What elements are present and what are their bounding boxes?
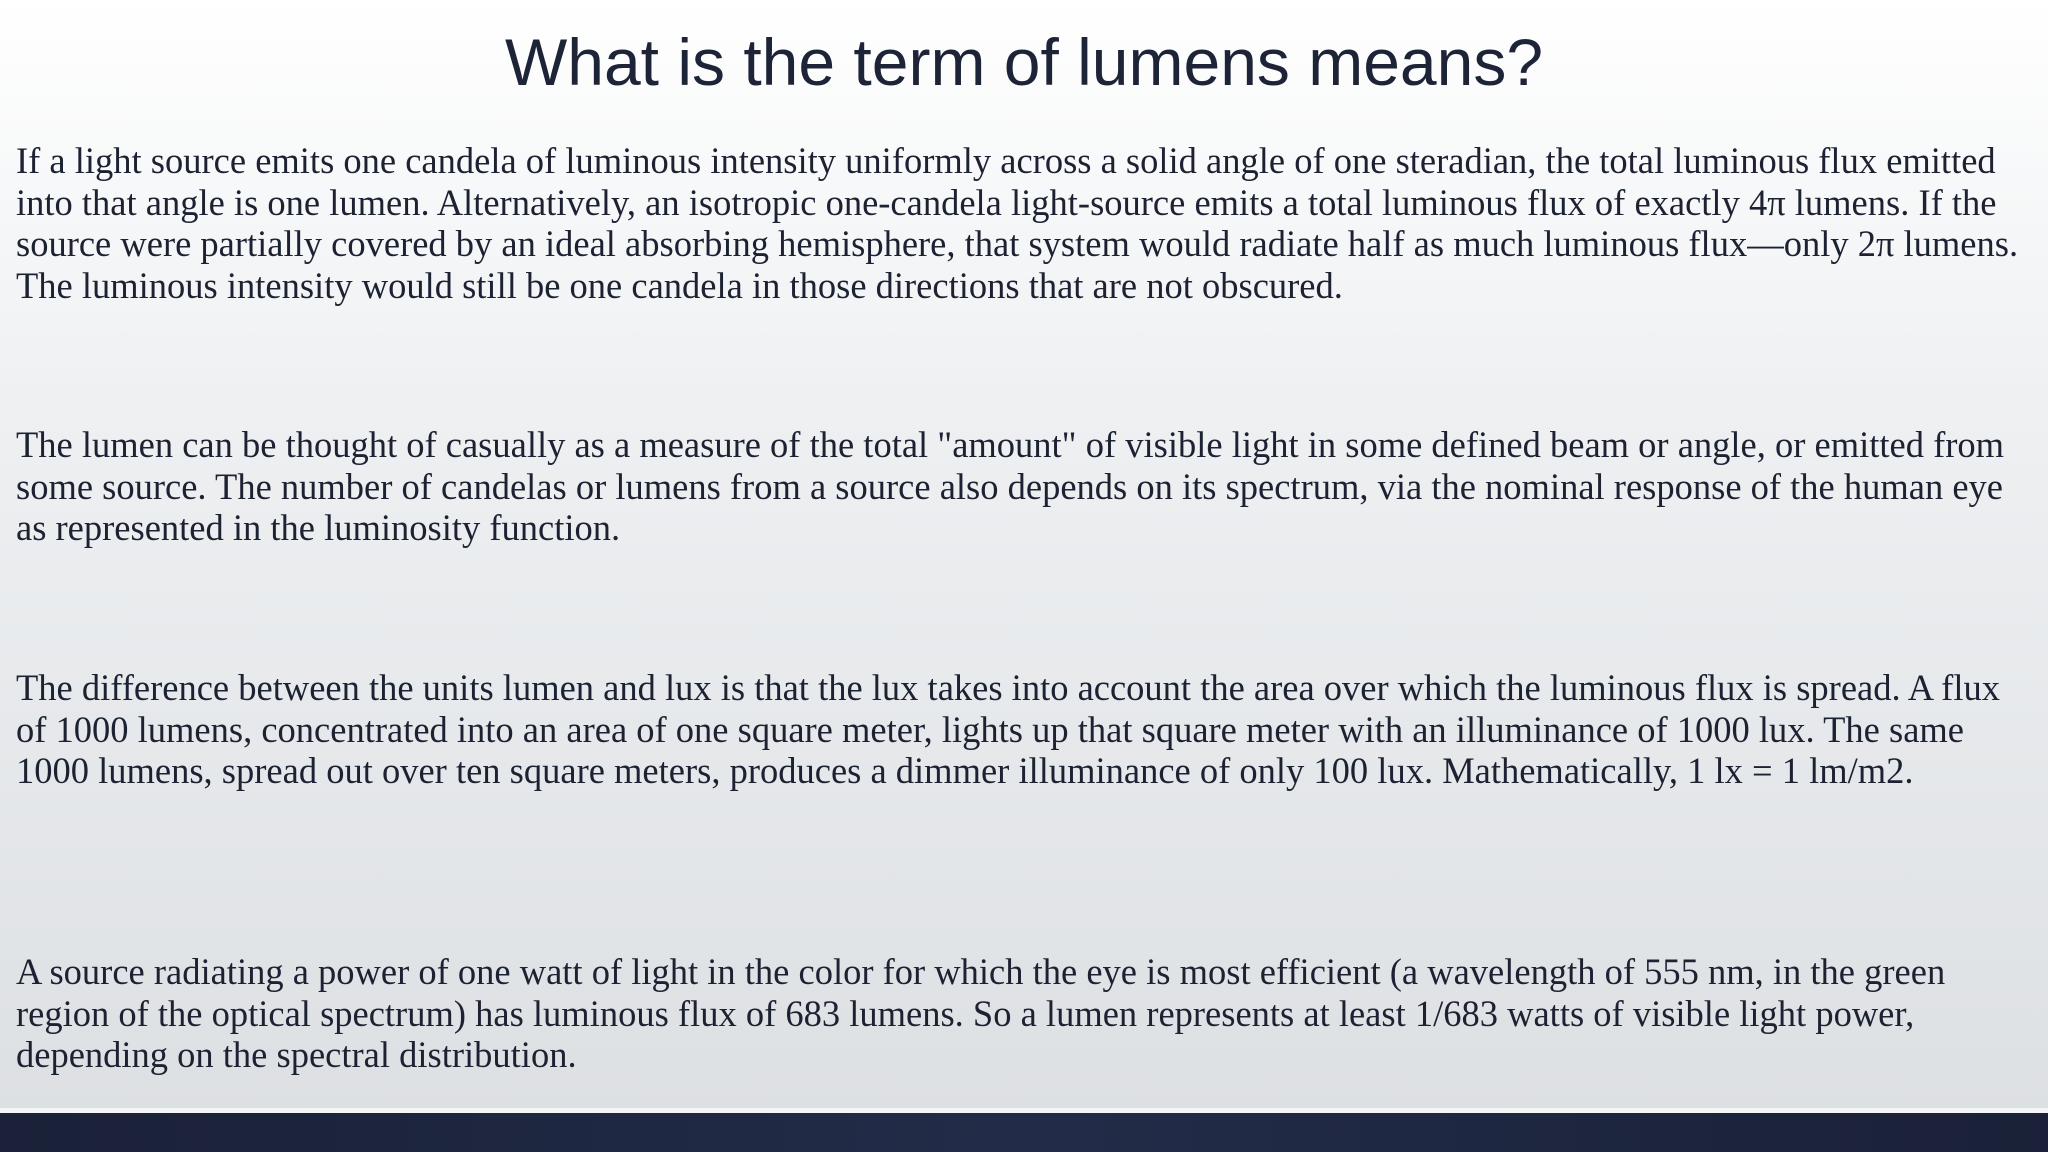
body-paragraph-candela: If a light source emits one candela of luminous intensity uniformly across a solid angle of one steradian, the total luminous flux emitted into that angle is one lumen. Alternatively, an isotropic one-candela light-source emits a total luminous flux of exactly 4π lumens. If the source were partially covered by an ideal absorbing hemisphere, that system would radiate half as much luminous flux—only 2π lumens. The luminous intensity would still be one candela in those directions that are not obscured. — [16, 140, 2019, 306]
slide-title: What is the term of lumens means? — [504, 25, 1544, 99]
body-paragraph-lux: The difference between the units lumen and lux is that the lux takes into account the area over which the luminous flux is spread. A flux of 1000 lumens, concentrated into an area of one square meter, lights up that square meter with an illuminance of 1000 lux. The same 1000 lumens, spread out over ten square meters, produces a dimmer illuminance of only 100 lux. Mathematically, 1 lx = 1 lm/m2. — [16, 667, 2000, 791]
body-paragraph-watt: A source radiating a power of one watt of light in the color for which the eye is most efficient (a wavelength of 555 nm, in the green region of the optical spectrum) has luminous flux of 683 lumens. So a lumen represents at least 1/683 watts of visible light power, depending on the spectral distribution. — [16, 951, 1946, 1075]
footer-bar — [0, 1113, 2048, 1152]
body-paragraph-amount: The lumen can be thought of casually as a measure of the total "amount" of visible light in some defined beam or angle, or emitted from some source. The number of candelas or lumens from a source also depends on its spectrum, via the nominal response of the human eye as represented in the luminosity function. — [16, 424, 2005, 548]
